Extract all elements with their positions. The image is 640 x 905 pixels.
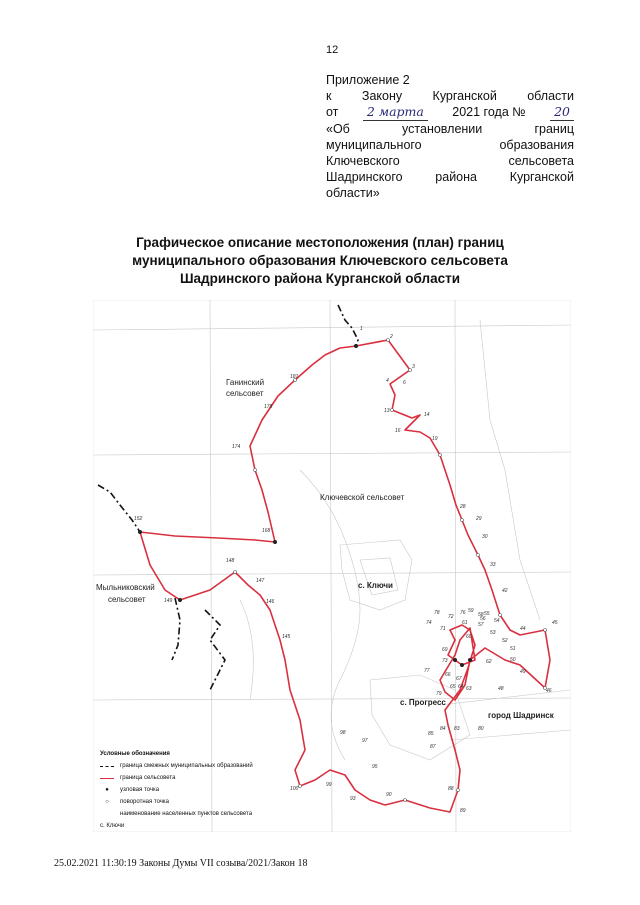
point-label: 56	[480, 616, 486, 622]
appendix-line-6: Ключевского сельсовета	[326, 154, 574, 168]
point-label: 67	[456, 676, 462, 682]
appendix-header	[326, 72, 574, 201]
point-label: 147	[256, 578, 265, 584]
point-label: 64	[458, 684, 464, 690]
point-label: 174	[232, 444, 241, 450]
point-label: 89	[460, 808, 466, 814]
point-label: 66	[445, 672, 451, 678]
point-label: 49	[520, 669, 526, 675]
point-label: 46	[546, 688, 552, 694]
point-label: 181	[290, 374, 299, 380]
point-label: 152	[134, 516, 143, 522]
point-label: 98	[340, 730, 346, 736]
point-label: 146	[266, 599, 275, 605]
point-label: 48	[498, 686, 504, 692]
point-label: 28	[460, 504, 466, 510]
point-label: 3	[412, 364, 415, 370]
point-label: 13	[384, 408, 390, 414]
point-label: 29	[476, 516, 482, 522]
legend-sample-name: с. Ключи	[100, 823, 125, 829]
appendix-line-4: «Об установлении границ	[326, 122, 574, 136]
point-label: 61	[462, 620, 468, 626]
point-label: 2	[390, 334, 393, 340]
point-label: 52	[502, 638, 508, 644]
point-label: 58	[478, 612, 484, 618]
label-ganinsky-1: Ганинский	[226, 378, 265, 387]
point-label: 44	[520, 626, 526, 632]
point-label: 76	[460, 610, 466, 616]
point-label: 65	[450, 684, 456, 690]
point-label: 59	[468, 608, 474, 614]
legend-selsovet: граница сельсовета	[100, 772, 253, 784]
appendix-line-1: Приложение 2	[326, 73, 410, 87]
point-label: 19	[432, 436, 438, 442]
point-label: 6	[403, 380, 406, 386]
point-label: 51	[510, 646, 516, 652]
point-label: 87	[430, 744, 436, 750]
legend-node: ● узловая точка	[105, 787, 160, 793]
point-label: 90	[386, 792, 392, 798]
handwritten-date: 2 марта	[363, 104, 428, 121]
legend-adjacent: граница смежных муниципальных образований	[100, 760, 253, 772]
label-progress: с. Прогресс	[400, 698, 446, 707]
point-label: 73	[442, 658, 448, 664]
point-label: 168	[262, 528, 271, 534]
point-label: 78	[434, 610, 440, 616]
point-label: 57	[478, 622, 484, 628]
point-label: 95	[372, 764, 378, 770]
label-klyuchi: с. Ключи	[358, 581, 393, 590]
point-label: 178	[264, 404, 273, 410]
point-label: 45	[552, 620, 558, 626]
legend-settlements: наименование населенных пунктов сельсовета	[120, 811, 253, 817]
point-label: 60	[466, 634, 472, 640]
label-mylnikovsky-2: сельсовет	[108, 595, 146, 604]
label-shadrinsk: город Шадринск	[488, 711, 554, 720]
point-label: 100	[290, 786, 299, 792]
point-label: 148	[226, 558, 235, 564]
point-label: 50	[510, 657, 516, 663]
point-label: 88	[448, 786, 454, 792]
point-label: 54	[494, 618, 500, 624]
point-label: 33	[490, 562, 496, 568]
point-label: 72	[448, 614, 454, 620]
point-label: 14	[424, 412, 430, 418]
appendix-date-line: от 2 марта 2021 года № 20	[326, 104, 574, 121]
point-label: 145	[282, 634, 291, 640]
point-label: 93	[350, 796, 356, 802]
point-label: 84	[440, 726, 446, 732]
point-label: 62	[486, 659, 492, 665]
point-label: 77	[424, 668, 430, 674]
point-label: 80	[478, 726, 484, 732]
footer-stamp: 25.02.2021 11:30:19 Законы Думы VII созыва/2021/Закон 18	[54, 858, 308, 869]
page-number: 12	[326, 44, 339, 56]
point-label: 71	[440, 626, 446, 632]
handwritten-number: 20	[550, 104, 574, 121]
point-label: 99	[326, 782, 332, 788]
point-label: 149	[164, 598, 173, 604]
map-legend	[100, 748, 253, 832]
point-label: 4	[386, 378, 389, 384]
legend-turning: ○ поворотная точка	[105, 799, 170, 805]
point-label: 85	[428, 731, 434, 737]
label-mylnikovsky-1: Мыльниковский	[96, 583, 155, 592]
appendix-line-8: области»	[326, 186, 380, 200]
appendix-line-2: к Закону Курганской области	[326, 89, 574, 103]
point-label: 63	[466, 686, 472, 692]
point-label: 69	[442, 647, 448, 653]
appendix-line-5: муниципального образования	[326, 138, 574, 152]
point-label: 30	[482, 534, 488, 540]
point-label: 55	[484, 611, 490, 617]
point-label: 79	[436, 691, 442, 697]
label-ganinsky-2: сельсовет	[226, 389, 264, 398]
point-label: 83	[454, 726, 460, 732]
point-label: 97	[362, 738, 368, 744]
point-label: 42	[502, 588, 508, 594]
point-label: 1	[360, 326, 363, 332]
point-label: 53	[490, 630, 496, 636]
point-label: 16	[395, 428, 401, 434]
legend-title: Условные обозначения	[100, 751, 170, 757]
point-label: 74	[426, 620, 432, 626]
label-klyuchevskoy: Ключевской сельсовет	[320, 493, 405, 502]
appendix-line-7: Шадринского района Курганской	[326, 170, 574, 184]
page-title: Графическое описание местоположения (план) границ муниципального образования Ключевского сельсовета Шадринского района Курганской области	[132, 235, 508, 286]
